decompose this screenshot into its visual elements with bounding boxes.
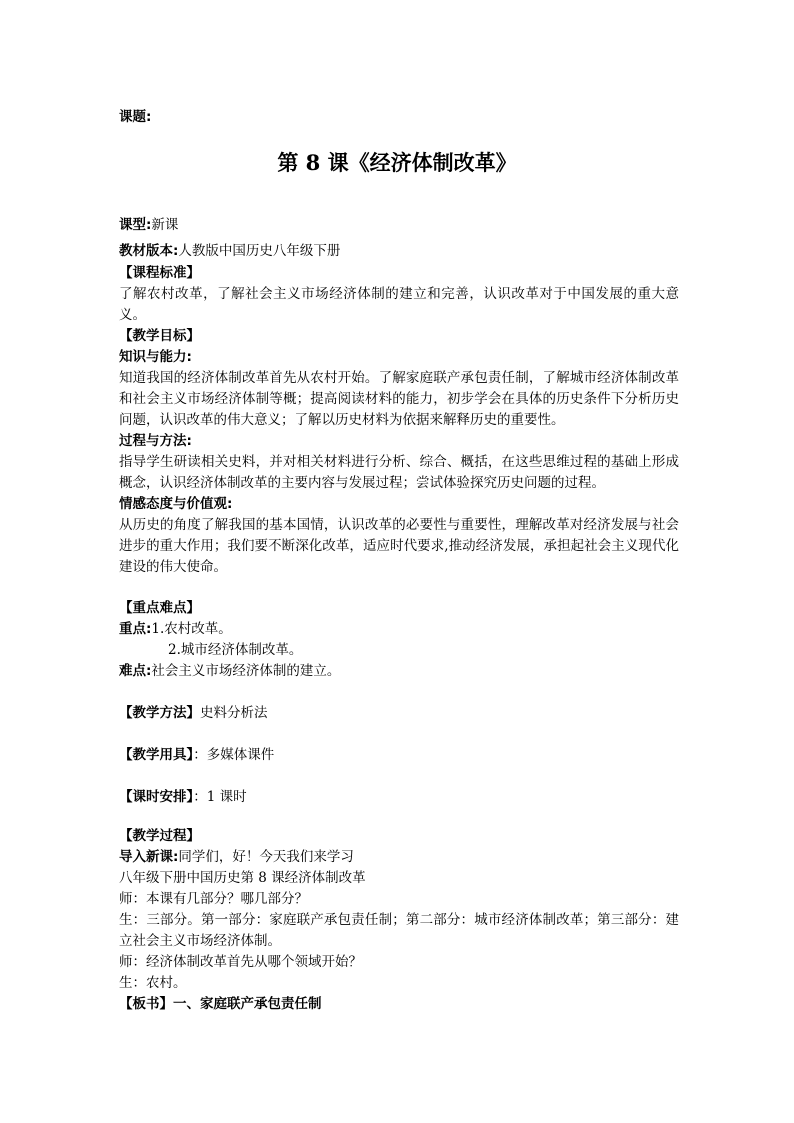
lesson-type-value: 新课 — [151, 217, 179, 233]
lesson-type — [119, 215, 178, 235]
board-text: 一、家庭联产承包责任制 — [173, 996, 322, 1012]
knowledge-text: 知道我国的经济体制改革首先从农村开始。了解家庭联产承包责任制，了解城市经济体制改革和社会主义市场经济体制等概；提高阅读材料的能力，初步学会在具体的历史条件下分析历史问题，认识改革的伟大意义；了解以历史材料为依据来解释历史的重要性。 — [119, 370, 679, 428]
board-label: 【板书】 — [119, 996, 173, 1012]
textbook-edition — [119, 241, 340, 261]
difficult-text: 社会主义市场经济体制的建立。 — [151, 663, 341, 679]
standard-text: 了解农村改革，了解社会主义市场经济体制的建立和完善，认识改革对于中国发展的重大意义。 — [119, 286, 679, 323]
tools-value: ：多媒体课件 — [193, 747, 275, 763]
process-line-6: 生：农村。 — [119, 975, 187, 991]
knowledge-label: 知识与能力: — [119, 349, 192, 365]
class-schedule — [119, 787, 247, 807]
intro-text: 同学们，好！今天我们来学习 — [178, 849, 354, 865]
process-line-2: 八年级下册中国历史第 8 课经济体制改革 — [119, 870, 366, 886]
teaching-tools — [119, 745, 274, 765]
key-label: 重点: — [119, 621, 152, 637]
method-heading: 【教学方法】 — [119, 705, 200, 721]
teaching-method — [119, 703, 268, 723]
key-point-1-text: 1.农村改革。 — [151, 621, 232, 637]
edition-value: 人教版中国历史八年级下册 — [178, 243, 341, 259]
schedule-value: ：1 课时 — [193, 789, 247, 805]
intro-line — [119, 847, 354, 867]
edition-label: 教材版本: — [119, 243, 179, 259]
goals-heading: 【教学目标】 — [119, 328, 200, 344]
method-value: 史料分析法 — [200, 705, 268, 721]
tools-heading: 【教学用具】 — [119, 747, 194, 763]
standard-heading: 【课程标准】 — [119, 265, 200, 281]
process-line-4: 生：三部分。第一部分：家庭联产承包责任制；第二部分：城市经济体制改革；第三部分：建立社会主义市场经济体制。 — [119, 912, 679, 949]
keypoints-heading: 【重点难点】 — [119, 600, 200, 616]
board-line — [119, 994, 322, 1014]
intro-label: 导入新课: — [119, 849, 179, 865]
page-title: 第 8 课《经济体制改革》 — [277, 150, 517, 175]
key-point-1 — [119, 619, 232, 639]
attitude-label: 情感态度与价值观: — [119, 496, 233, 512]
difficult-label: 难点: — [119, 663, 152, 679]
difficult-point — [119, 661, 340, 681]
process-method-text: 指导学生研读相关史料，并对相关材料进行分析、综合、概括，在这些思维过程的基础上形成概念，认识经济体制改革的主要内容与发展过程；尝试体验探究历史问题的过程。 — [119, 454, 679, 491]
process-method-label: 过程与方法: — [119, 433, 192, 449]
process-line-3: 师：本课有几部分？哪几部分？ — [119, 891, 308, 907]
subject-label: 课题: — [119, 109, 152, 125]
schedule-heading: 【课时安排】 — [119, 789, 194, 805]
process-line-5: 师：经济体制改革首先从哪个领域开始？ — [119, 954, 362, 970]
lesson-type-label: 课型: — [119, 217, 152, 233]
attitude-text: 从历史的角度了解我国的基本国情，认识改革的必要性与重要性，理解改革对经济发展与社会进步的重大作用；我们要不断深化改革，适应时代要求,推动经济发展，承担起社会主义现代化建设的伟大使命。 — [119, 517, 679, 575]
process-heading: 【教学过程】 — [119, 828, 200, 844]
key-point-2: 2.城市经济体制改革。 — [168, 642, 303, 658]
